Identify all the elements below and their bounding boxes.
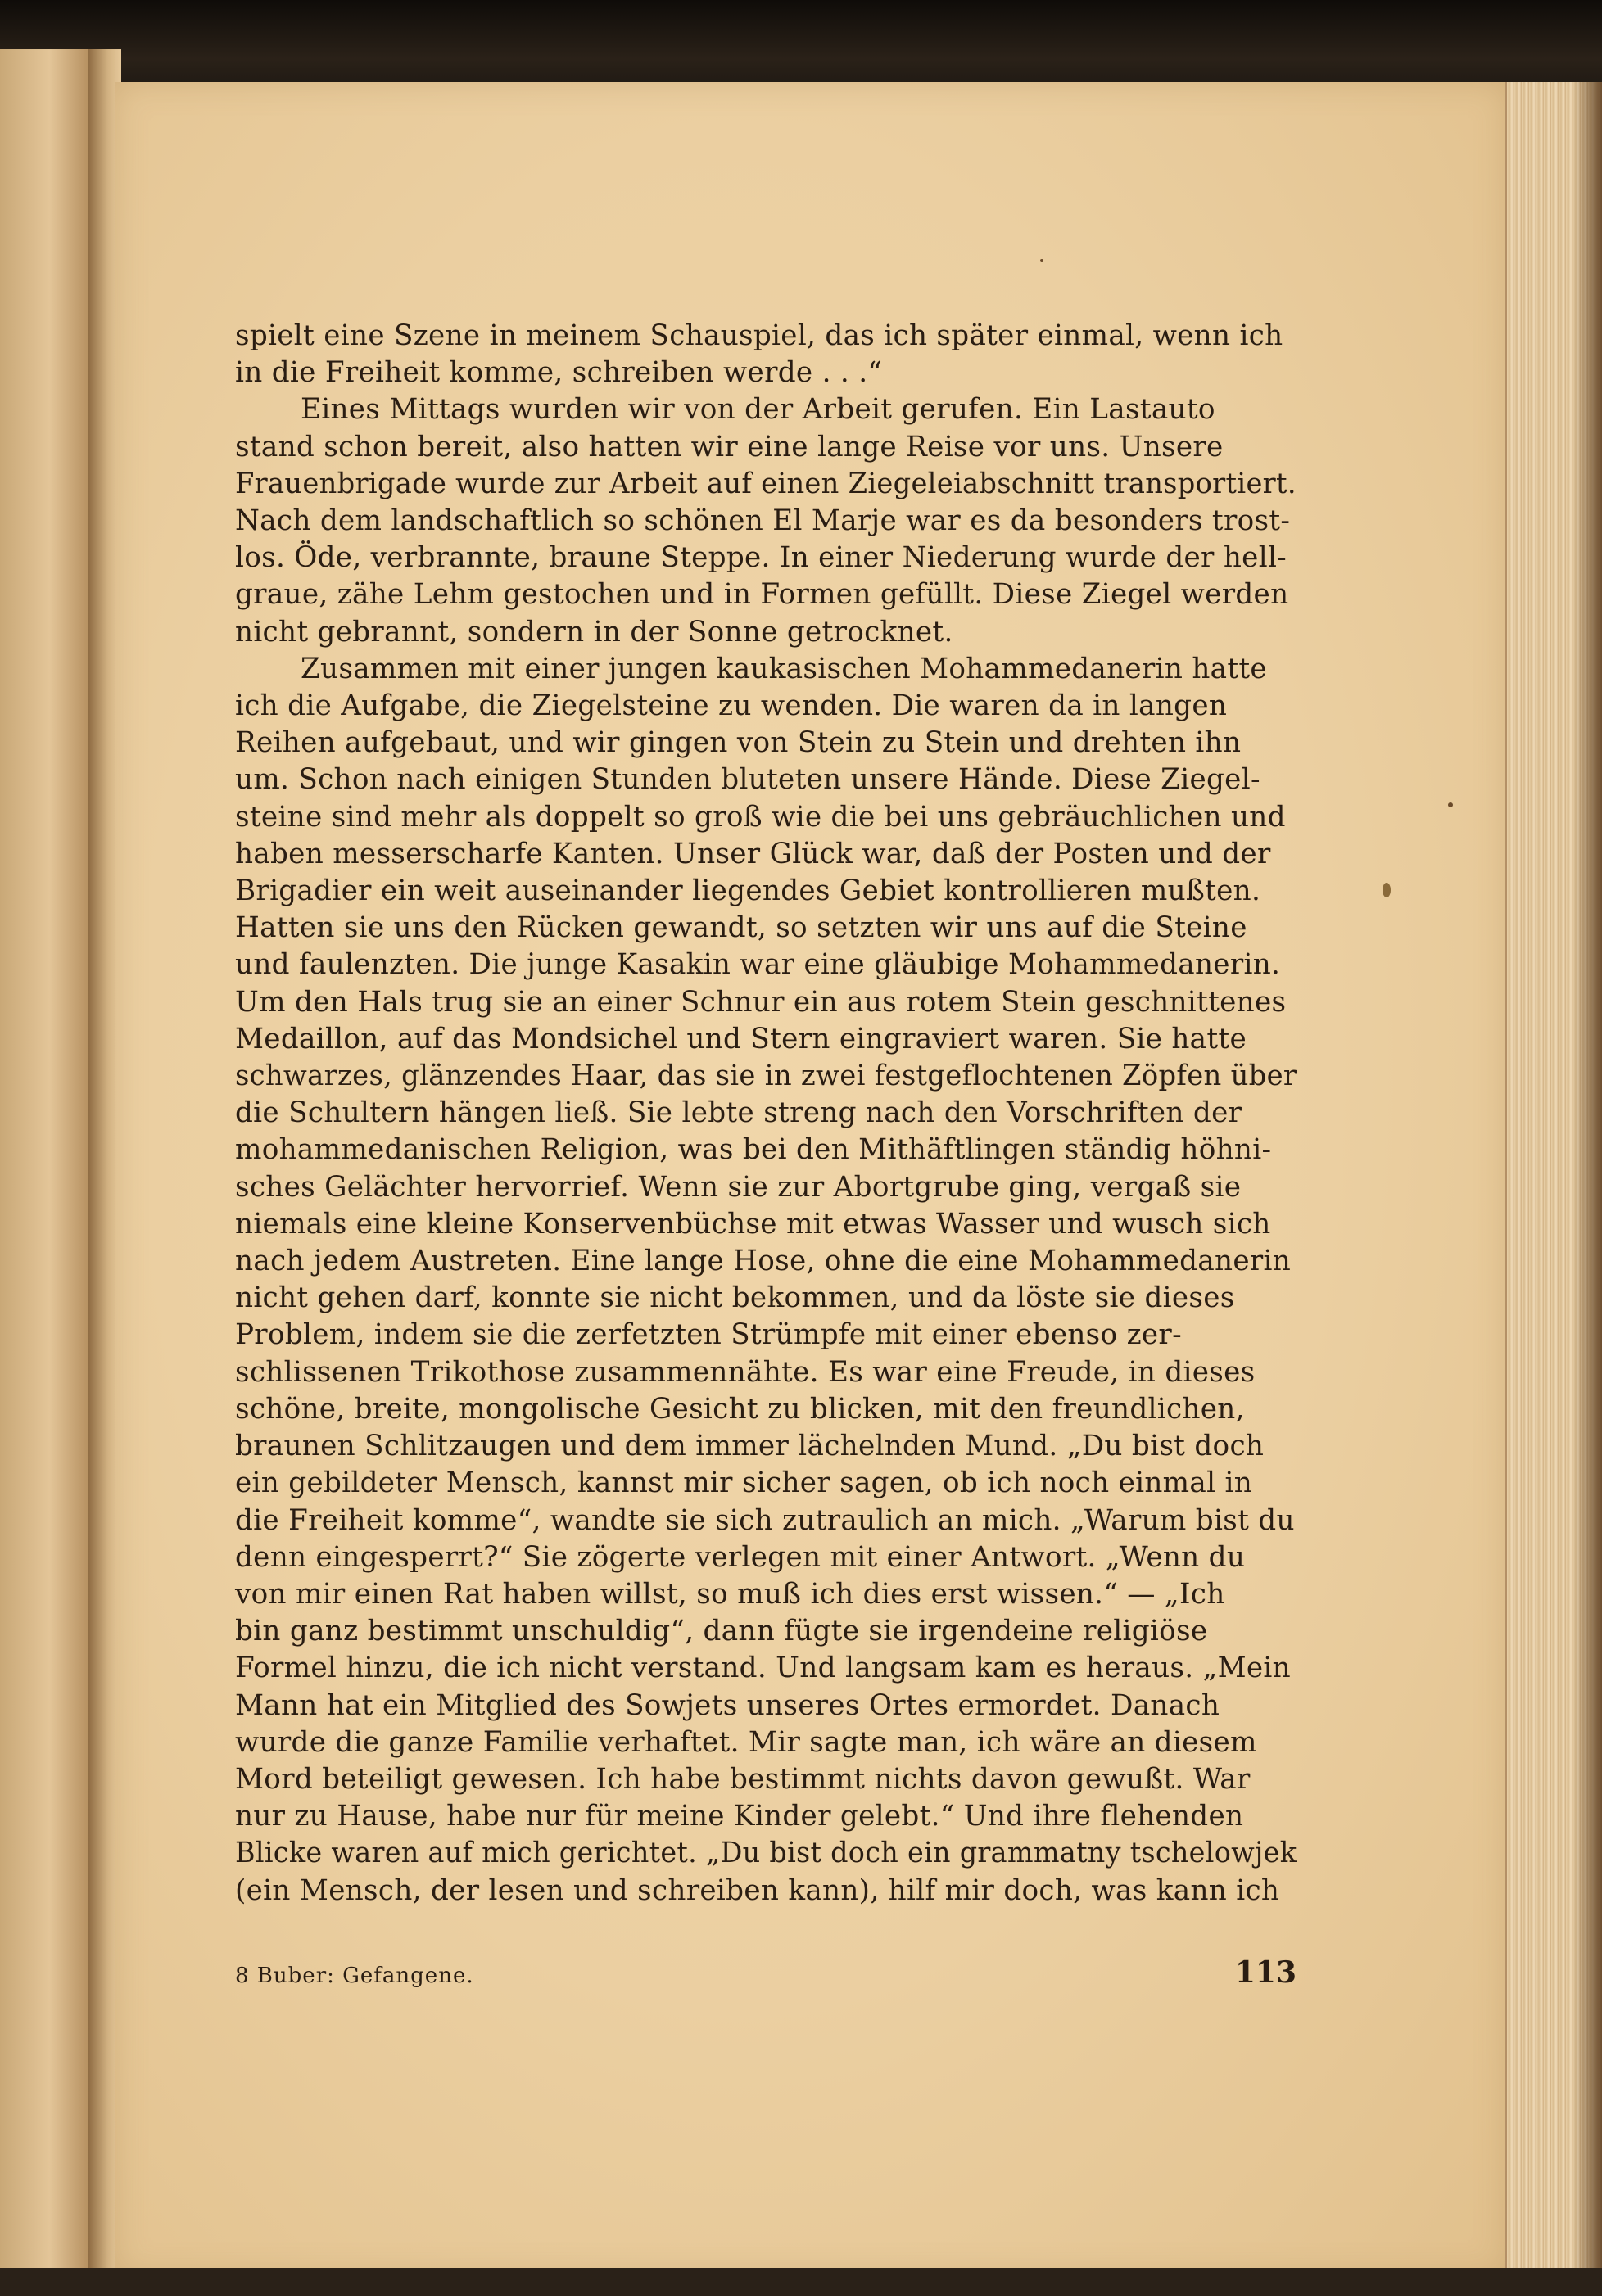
- paragraph: [235, 318, 1297, 391]
- body-text: [235, 318, 1297, 1910]
- text-line: schöne, breite, mongolische Gesicht zu blicken, mit den freundlichen,: [235, 1392, 1245, 1426]
- text-line: haben messerscharfe Kanten. Unser Glück war, daß der Posten und der: [235, 837, 1271, 870]
- text-line: nach jedem Austreten. Eine lange Hose, ohne die eine Mohammedanerin: [235, 1245, 1292, 1278]
- text-line: mohammedanischen Religion, was bei den Mithäftlingen ständig höhni-: [235, 1133, 1272, 1167]
- bottom-shadow: [0, 2268, 1602, 2296]
- text-line: graue, zähe Lehm gestochen und in Formen gefüllt. Diese Ziegel werden: [235, 578, 1289, 612]
- text-line: Eines Mittags wurden wir von der Arbeit gerufen. Ein Lastauto: [301, 393, 1215, 427]
- text-line: Nach dem landschaftlich so schönen El Marje war es da besonders trost-: [235, 504, 1291, 538]
- page-stack-shadow: [1573, 82, 1602, 2276]
- paragraph: [235, 651, 1297, 688]
- text-line: steine sind mehr als doppelt so groß wie die bei uns gebräuchlichen und: [235, 800, 1286, 834]
- paper-speck: [1448, 802, 1453, 807]
- text-line: niemals eine kleine Konservenbüchse mit etwas Wasser und wusch sich: [235, 1207, 1271, 1241]
- text-line: (ein Mensch, der lesen und schreiben kann), hilf mir doch, was kann ich: [235, 1873, 1280, 1907]
- text-line: Hatten sie uns den Rücken gewandt, so setzten wir uns auf die Steine: [235, 911, 1247, 945]
- text-line: bin ganz bestimmt unschuldig“, dann fügte sie irgendeine religiöse: [235, 1615, 1208, 1648]
- text-line: Medaillon, auf das Mondsichel und Stern eingraviert waren. Sie hatte: [235, 1022, 1247, 1055]
- text-line: Formel hinzu, die ich nicht verstand. Und langsam kam es heraus. „Mein: [235, 1652, 1291, 1685]
- text-line: Reihen aufgebaut, und wir gingen von Stein zu Stein und drehten ihn: [235, 726, 1242, 760]
- text-line: um. Schon nach einigen Stunden bluteten unsere Hände. Diese Ziegel-: [235, 763, 1260, 797]
- text-line: spielt eine Szene in meinem Schauspiel, das ich später einmal, wenn ich: [235, 319, 1283, 352]
- text-line: Mord beteiligt gewesen. Ich habe bestimmt nichts davon gewußt. War: [235, 1762, 1251, 1796]
- text-line: wurde die ganze Familie verhaftet. Mir sagte man, ich wäre an diesem: [235, 1725, 1257, 1759]
- paragraph: [235, 688, 1297, 1910]
- text-line: ich die Aufgabe, die Ziegelsteine zu wenden. Die waren da in langen: [235, 689, 1228, 723]
- text-line: die Freiheit komme“, wandte sie sich zutraulich an mich. „Warum bist du: [235, 1503, 1295, 1537]
- text-line: braunen Schlitzaugen und dem immer lächelnden Mund. „Du bist doch: [235, 1430, 1265, 1463]
- page-number: 113: [1234, 1955, 1297, 1990]
- text-line: Frauenbrigade wurde zur Arbeit auf einen Ziegeleiabschnitt transportiert.: [235, 467, 1297, 500]
- paper-speck: [1383, 883, 1391, 897]
- page-footer: [235, 1955, 1297, 1995]
- text-line: denn eingesperrt?“ Sie zögerte verlegen mit einer Antwort. „Wenn du: [235, 1540, 1246, 1574]
- text-line: Mann hat ein Mitglied des Sowjets unseres Ortes ermordet. Danach: [235, 1688, 1220, 1722]
- text-line: schwarzes, glänzendes Haar, das sie in zwei festgeflochtenen Zöpfen über: [235, 1060, 1297, 1093]
- text-line: Problem, indem sie die zerfetzten Strümpfe mit einer ebenso zer-: [235, 1318, 1182, 1352]
- paper-speck: [1040, 259, 1043, 262]
- text-line: schlissenen Trikothose zusammennähte. Es war eine Freude, in dieses: [235, 1355, 1256, 1389]
- left-page-edge: [0, 49, 92, 2296]
- text-line: los. Öde, verbrannte, braune Steppe. In einer Niederung wurde der hell-: [235, 541, 1287, 575]
- text-line: Blicke waren auf mich gerichtet. „Du bist doch ein grammatny tschelowjek: [235, 1837, 1297, 1870]
- text-line: die Schultern hängen ließ. Sie lebte streng nach den Vorschriften der: [235, 1096, 1242, 1130]
- text-line: von mir einen Rat haben willst, so muß ich dies erst wissen.“ — „Ich: [235, 1577, 1225, 1611]
- text-line: Zusammen mit einer jungen kaukasischen Mohammedanerin hatte: [301, 652, 1267, 685]
- text-line: Brigadier ein weit auseinander liegendes Gebiet kontrollieren mußten.: [235, 875, 1261, 908]
- signature-mark: 8 Buber: Gefangene.: [235, 1964, 474, 1988]
- text-line: ein gebildeter Mensch, kannst mir sicher sagen, ob ich noch einmal in: [235, 1467, 1253, 1500]
- text-line: nicht gebrannt, sondern in der Sonne getrocknet.: [235, 615, 953, 649]
- text-line: nicht gehen darf, konnte sie nicht bekommen, und da löste sie dieses: [235, 1281, 1235, 1315]
- text-line: und faulenzten. Die junge Kasakin war eine gläubige Mohammedanerin.: [235, 948, 1281, 982]
- text-line: stand schon bereit, also hatten wir eine lange Reise vor uns. Unsere: [235, 430, 1224, 463]
- text-line: Um den Hals trug sie an einer Schnur ein aus rotem Stein geschnittenes: [235, 985, 1287, 1019]
- text-line: in die Freiheit komme, schreiben werde . . .“: [235, 356, 883, 390]
- text-line: sches Gelächter hervorrief. Wenn sie zur Abortgrube ging, vergaß sie: [235, 1170, 1242, 1204]
- paragraph: [235, 391, 1297, 428]
- text-line: nur zu Hause, habe nur für meine Kinder gelebt.“ Und ihre flehenden: [235, 1800, 1244, 1833]
- paragraph: [235, 429, 1297, 651]
